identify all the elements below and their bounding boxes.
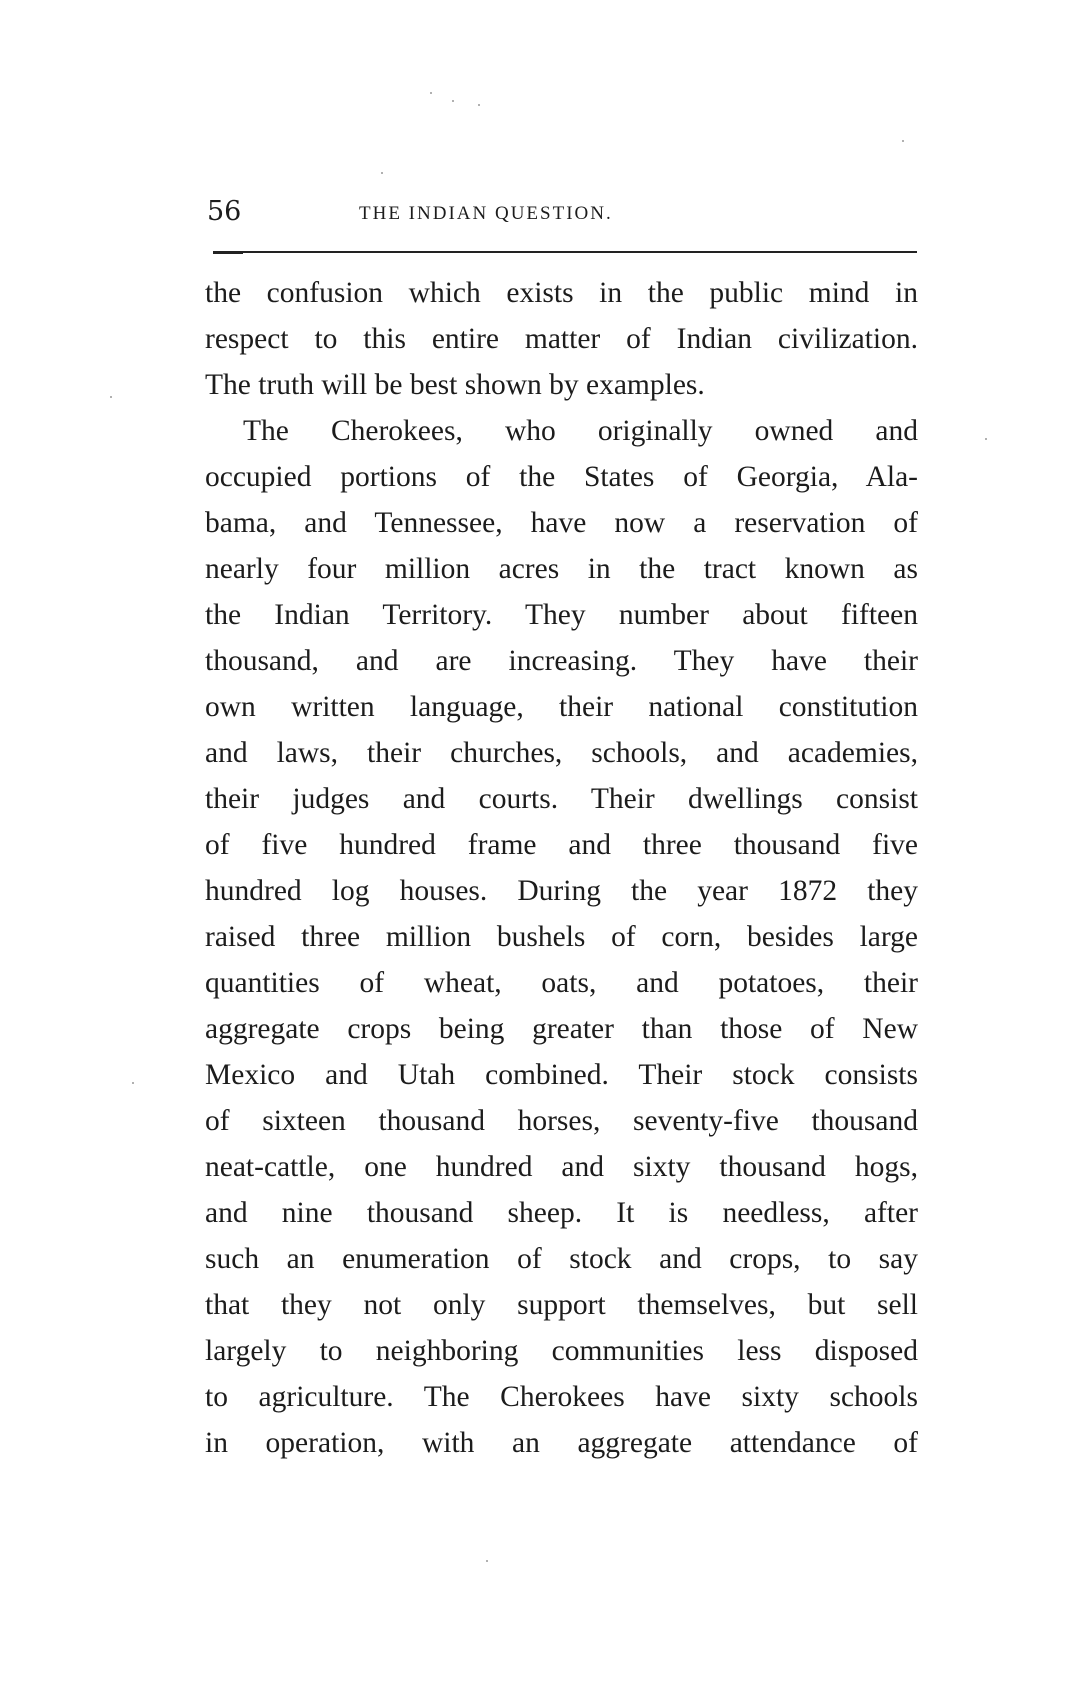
header-rule (213, 251, 917, 253)
text-line: respect to this entire matter of Indian civilization. (205, 323, 918, 355)
text-line: The Cherokees, who originally owned and (243, 415, 918, 447)
running-title: THE INDIAN QUESTION. (359, 203, 613, 224)
text-line: quantities of wheat, oats, and potatoes, their (205, 967, 918, 999)
text-line: hundred log houses. During the year 1872 they (205, 875, 918, 907)
paper-speck (381, 172, 383, 174)
paper-speck (452, 100, 454, 102)
running-head (207, 196, 917, 236)
text-line: of five hundred frame and three thousand five (205, 829, 918, 861)
text-line: occupied portions of the States of Georgia, Ala- (205, 461, 918, 493)
text-line: own written language, their national constitution (205, 691, 918, 723)
text-line: aggregate crops being greater than those of New (205, 1013, 918, 1045)
text-line: and laws, their churches, schools, and academies, (205, 737, 918, 769)
text-line: neat-cattle, one hundred and sixty thousand hogs, (205, 1151, 918, 1183)
body-text (205, 270, 918, 1466)
paper-speck (902, 140, 904, 142)
text-line: The truth will be best shown by examples. (205, 369, 705, 401)
text-line: in operation, with an aggregate attendance of (205, 1427, 918, 1459)
paper-speck (478, 104, 480, 106)
text-line: raised three million bushels of corn, besides large (205, 921, 918, 953)
text-line: their judges and courts. Their dwellings consist (205, 783, 918, 815)
paper-speck (110, 396, 112, 398)
text-line: bama, and Tennessee, have now a reservation of (205, 507, 918, 539)
paper-speck (430, 92, 432, 94)
text-line: the Indian Territory. They number about fifteen (205, 599, 918, 631)
page-number: 56 (207, 196, 242, 227)
text-line: largely to neighboring communities less disposed (205, 1335, 918, 1367)
text-line: nearly four million acres in the tract known as (205, 553, 918, 585)
text-line: the confusion which exists in the public mind in (205, 277, 918, 309)
header-rule-stub (213, 251, 243, 254)
text-line: Mexico and Utah combined. Their stock consists (205, 1059, 918, 1091)
paper-speck (132, 1082, 134, 1084)
text-line: of sixteen thousand horses, seventy-five thousand (205, 1105, 918, 1137)
text-line: thousand, and are increasing. They have their (205, 645, 918, 677)
text-line: to agriculture. The Cherokees have sixty schools (205, 1381, 918, 1413)
text-line: and nine thousand sheep. It is needless, after (205, 1197, 918, 1229)
paper-speck (985, 438, 987, 440)
text-line: such an enumeration of stock and crops, to say (205, 1243, 918, 1275)
paper-speck (486, 1560, 488, 1562)
text-line: that they not only support themselves, but sell (205, 1289, 918, 1321)
